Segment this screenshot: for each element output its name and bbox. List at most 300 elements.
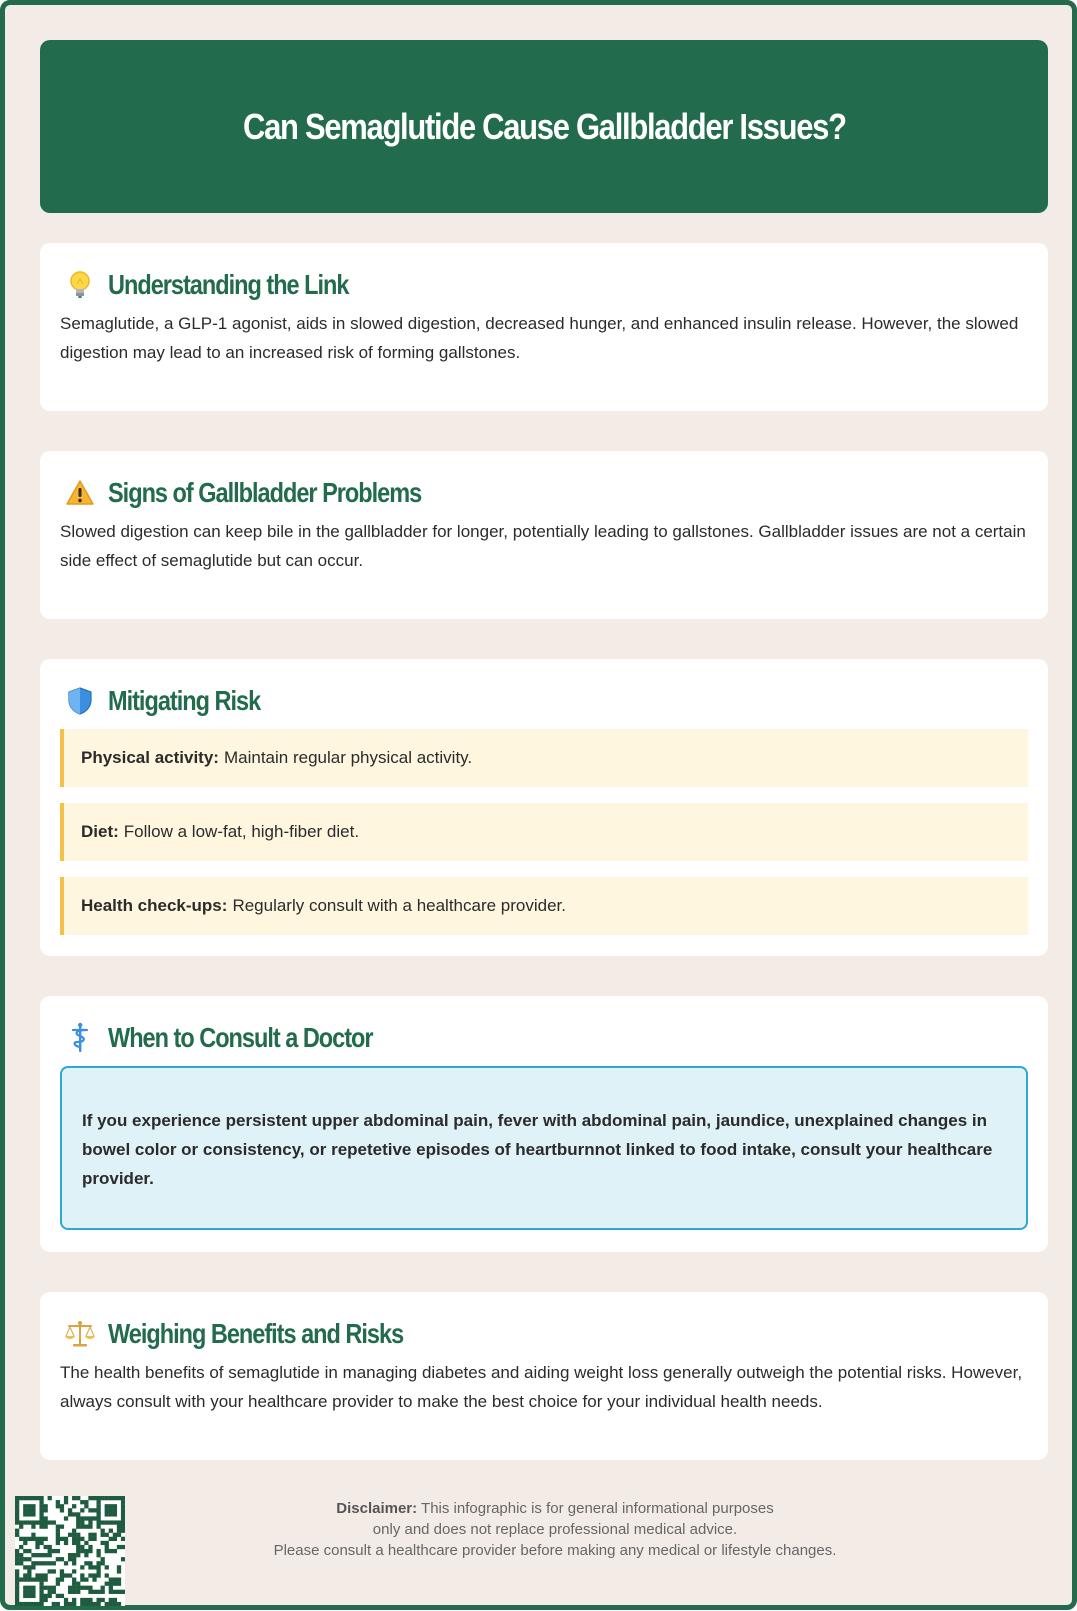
qr-module (15, 1508, 19, 1512)
qr-module (27, 1549, 31, 1553)
qr-module (101, 1586, 105, 1590)
qr-module (56, 1602, 60, 1606)
qr-module (88, 1520, 92, 1524)
qr-module (19, 1525, 23, 1529)
qr-module (15, 1520, 19, 1524)
qr-module (121, 1537, 125, 1541)
qr-module (31, 1496, 35, 1500)
qr-module (92, 1577, 96, 1581)
qr-module (35, 1541, 39, 1545)
qr-module (101, 1529, 105, 1533)
qr-module (39, 1598, 43, 1602)
qr-module (15, 1512, 19, 1516)
qr-module (88, 1549, 92, 1553)
tip-text: Follow a low-fat, high-fiber diet. (123, 822, 360, 841)
qr-module (117, 1565, 121, 1569)
tip-label: Diet: (81, 822, 119, 841)
qr-module (113, 1508, 117, 1512)
qr-module (15, 1496, 19, 1500)
qr-module (84, 1553, 88, 1557)
qr-module (92, 1533, 96, 1537)
qr-module (113, 1512, 117, 1516)
qr-module (27, 1504, 31, 1508)
qr-module (117, 1602, 121, 1606)
qr-module (27, 1573, 31, 1577)
card-body: Slowed digestion can keep bile in the gallbladder for longer, potentially leading to gallstones. Gallbladder issues are not a certain side effect of semaglutide but can occur. (60, 522, 1026, 570)
qr-module (92, 1565, 96, 1569)
qr-module (44, 1561, 48, 1565)
qr-module (44, 1594, 48, 1598)
shield-icon (60, 681, 100, 721)
qr-module (31, 1586, 35, 1590)
qr-module (121, 1557, 125, 1561)
qr-module (15, 1504, 19, 1508)
qr-module (39, 1541, 43, 1545)
qr-module (15, 1500, 19, 1504)
qr-module (15, 1590, 19, 1594)
qr-module (96, 1565, 100, 1569)
qr-module (88, 1602, 92, 1606)
qr-module (19, 1557, 23, 1561)
qr-module (23, 1512, 27, 1516)
qr-module (31, 1508, 35, 1512)
qr-module (101, 1533, 105, 1537)
qr-module (96, 1573, 100, 1577)
qr-module (35, 1561, 39, 1565)
qr-module (68, 1602, 72, 1606)
qr-module (113, 1533, 117, 1537)
qr-module (64, 1541, 68, 1545)
qr-module (60, 1577, 64, 1581)
qr-module (52, 1586, 56, 1590)
qr-module (52, 1561, 56, 1565)
card-title: Mitigating Risk (108, 685, 261, 716)
qr-module (39, 1602, 43, 1606)
qr-module (15, 1569, 19, 1573)
qr-module (23, 1541, 27, 1545)
qr-module (19, 1496, 23, 1500)
qr-module (101, 1520, 105, 1524)
qr-module (15, 1577, 19, 1581)
qr-module (80, 1577, 84, 1581)
qr-module (88, 1561, 92, 1565)
qr-module (23, 1557, 27, 1561)
qr-module (39, 1553, 43, 1557)
qr-module (96, 1549, 100, 1553)
qr-module (105, 1602, 109, 1606)
qr-module (64, 1500, 68, 1504)
qr-module (109, 1598, 113, 1602)
qr-module (35, 1496, 39, 1500)
qr-module (88, 1586, 92, 1590)
qr-module (27, 1508, 31, 1512)
qr-module (68, 1533, 72, 1537)
qr-module (105, 1508, 109, 1512)
tip-diet (60, 803, 1028, 861)
card-benefits-risks (40, 1292, 1048, 1460)
qr-module (19, 1537, 23, 1541)
card-consult-doctor (40, 996, 1048, 1252)
qr-module (52, 1602, 56, 1606)
qr-module (23, 1577, 27, 1581)
qr-module (80, 1508, 84, 1512)
qr-module (48, 1569, 52, 1573)
qr-module (117, 1496, 121, 1500)
qr-module (27, 1557, 31, 1561)
qr-module (39, 1594, 43, 1598)
qr-module (84, 1577, 88, 1581)
qr-module (72, 1590, 76, 1594)
qr-module (96, 1590, 100, 1594)
qr-module (39, 1525, 43, 1529)
qr-module (60, 1569, 64, 1573)
qr-module (56, 1500, 60, 1504)
qr-module (60, 1508, 64, 1512)
qr-module (19, 1602, 23, 1606)
card-body: The health benefits of semaglutide in managing diabetes and aiding weight loss generally outweigh the potential risks. However, always consult with your healthcare provider to make the best choice for your individual health needs. (60, 1363, 1023, 1411)
qr-module (76, 1512, 80, 1516)
qr-module (96, 1553, 100, 1557)
qr-module (84, 1549, 88, 1553)
qr-module (31, 1590, 35, 1594)
qr-module (88, 1533, 92, 1537)
qr-module (72, 1598, 76, 1602)
qr-module (72, 1504, 76, 1508)
qr-module (109, 1529, 113, 1533)
qr-module (39, 1504, 43, 1508)
qr-module (96, 1500, 100, 1504)
qr-module (109, 1537, 113, 1541)
qr-module (56, 1577, 60, 1581)
qr-module (105, 1573, 109, 1577)
qr-module (15, 1586, 19, 1590)
qr-module (27, 1602, 31, 1606)
qr-module (68, 1573, 72, 1577)
qr-module (76, 1537, 80, 1541)
tip-health-checkups (60, 877, 1028, 935)
qr-module (31, 1561, 35, 1565)
qr-module (109, 1602, 113, 1606)
qr-module (44, 1537, 48, 1541)
qr-module (92, 1573, 96, 1577)
qr-module (113, 1598, 117, 1602)
qr-module (23, 1573, 27, 1577)
qr-module (56, 1582, 60, 1586)
qr-module (105, 1545, 109, 1549)
qr-module (72, 1541, 76, 1545)
qr-module (76, 1516, 80, 1520)
qr-module (117, 1533, 121, 1537)
qr-module (39, 1577, 43, 1581)
qr-module (88, 1545, 92, 1549)
qr-module (72, 1602, 76, 1606)
qr-module (60, 1537, 64, 1541)
qr-module (84, 1516, 88, 1520)
qr-module (52, 1569, 56, 1573)
qr-module (76, 1496, 80, 1500)
qr-module (64, 1537, 68, 1541)
qr-module (52, 1590, 56, 1594)
qr-module (88, 1598, 92, 1602)
tip-text: Regularly consult with a healthcare provider. (232, 896, 567, 915)
qr-module (76, 1525, 80, 1529)
qr-module (109, 1549, 113, 1553)
card-header (60, 1018, 423, 1058)
qr-module (15, 1516, 19, 1520)
card-body: Semaglutide, a GLP-1 agonist, aids in slowed digestion, decreased hunger, and enhanced insulin release. However, the slowed digestion may lead to an increased risk of forming gallstones. (60, 314, 1019, 362)
tip-label: Physical activity: (81, 748, 219, 767)
qr-module (23, 1602, 27, 1606)
qr-module (84, 1541, 88, 1545)
qr-module (60, 1525, 64, 1529)
qr-module (84, 1602, 88, 1606)
qr-module (121, 1496, 125, 1500)
qr-module (80, 1520, 84, 1524)
card-title: When to Consult a Doctor (108, 1022, 373, 1053)
qr-module (101, 1541, 105, 1545)
qr-module (72, 1569, 76, 1573)
qr-module (105, 1541, 109, 1545)
qr-module (80, 1549, 84, 1553)
qr-module (56, 1541, 60, 1545)
page-title: Can Semaglutide Cause Gallbladder Issues? (242, 105, 846, 147)
qr-module (76, 1545, 80, 1549)
qr-module (72, 1557, 76, 1561)
qr-module (27, 1496, 31, 1500)
qr-module (88, 1537, 92, 1541)
qr-module (15, 1582, 19, 1586)
qr-module (101, 1557, 105, 1561)
qr-module (44, 1520, 48, 1524)
card-title: Understanding the Link (108, 269, 349, 300)
qr-module (39, 1537, 43, 1541)
qr-module (80, 1573, 84, 1577)
tip-physical-activity (60, 729, 1028, 787)
qr-module (68, 1553, 72, 1557)
card-mitigating-risk (40, 659, 1048, 956)
qr-module (84, 1525, 88, 1529)
qr-module (31, 1512, 35, 1516)
qr-module (52, 1549, 56, 1553)
qr-module (109, 1586, 113, 1590)
qr-module (68, 1512, 72, 1516)
qr-module (76, 1520, 80, 1524)
qr-module (84, 1598, 88, 1602)
qr-module (105, 1533, 109, 1537)
qr-module (19, 1577, 23, 1581)
qr-module (48, 1590, 52, 1594)
qr-module (96, 1569, 100, 1573)
qr-module (64, 1602, 68, 1606)
qr-module (56, 1594, 60, 1598)
qr-module (105, 1565, 109, 1569)
qr-module (72, 1582, 76, 1586)
qr-module (44, 1508, 48, 1512)
balance-scale-icon (60, 1314, 100, 1354)
qr-module (44, 1586, 48, 1590)
qr-module (84, 1561, 88, 1565)
qr-module (35, 1545, 39, 1549)
qr-module (35, 1602, 39, 1606)
qr-module (72, 1586, 76, 1590)
qr-module (113, 1549, 117, 1553)
qr-module (15, 1533, 19, 1537)
qr-module (48, 1545, 52, 1549)
qr-module (96, 1598, 100, 1602)
qr-module (80, 1516, 84, 1520)
qr-module (101, 1496, 105, 1500)
qr-module (56, 1529, 60, 1533)
qr-code[interactable] (15, 1496, 125, 1606)
qr-module (109, 1508, 113, 1512)
qr-module (76, 1541, 80, 1545)
qr-module (27, 1512, 31, 1516)
qr-module (44, 1545, 48, 1549)
qr-module (101, 1598, 105, 1602)
qr-module (39, 1586, 43, 1590)
qr-module (105, 1582, 109, 1586)
qr-module (105, 1512, 109, 1516)
qr-module (48, 1594, 52, 1598)
qr-module (92, 1537, 96, 1541)
qr-module (35, 1573, 39, 1577)
card-title: Weighing Benefits and Risks (108, 1318, 404, 1349)
warning-icon (60, 473, 100, 513)
qr-module (48, 1549, 52, 1553)
qr-module (39, 1500, 43, 1504)
qr-module (121, 1508, 125, 1512)
qr-module (15, 1557, 19, 1561)
qr-module (84, 1504, 88, 1508)
qr-module (27, 1586, 31, 1590)
qr-module (76, 1586, 80, 1590)
qr-module (27, 1537, 31, 1541)
qr-module (27, 1520, 31, 1524)
qr-module (52, 1520, 56, 1524)
qr-module (35, 1537, 39, 1541)
qr-module (76, 1533, 80, 1537)
qr-module (113, 1537, 117, 1541)
qr-module (121, 1504, 125, 1508)
qr-module (96, 1504, 100, 1508)
qr-module (109, 1504, 113, 1508)
qr-module (23, 1508, 27, 1512)
qr-module (92, 1602, 96, 1606)
qr-module (92, 1496, 96, 1500)
qr-module (15, 1598, 19, 1602)
qr-module (113, 1504, 117, 1508)
qr-module (48, 1520, 52, 1524)
tip-label: Health check-ups: (81, 896, 228, 915)
qr-module (88, 1573, 92, 1577)
qr-module (113, 1590, 117, 1594)
qr-module (121, 1545, 125, 1549)
tip-text: Maintain regular physical activity. (223, 748, 473, 767)
qr-module (60, 1573, 64, 1577)
qr-module (15, 1573, 19, 1577)
qr-module (80, 1565, 84, 1569)
qr-module (31, 1565, 35, 1569)
qr-module (39, 1520, 43, 1524)
qr-module (56, 1504, 60, 1508)
qr-module (15, 1594, 19, 1598)
qr-module (76, 1553, 80, 1557)
qr-module (96, 1602, 100, 1606)
qr-module (121, 1516, 125, 1520)
qr-module (117, 1520, 121, 1524)
qr-module (64, 1496, 68, 1500)
qr-module (23, 1537, 27, 1541)
qr-module (23, 1520, 27, 1524)
qr-module (39, 1573, 43, 1577)
qr-module (117, 1525, 121, 1529)
qr-module (15, 1529, 19, 1533)
qr-module (68, 1586, 72, 1590)
qr-module (64, 1573, 68, 1577)
qr-module (76, 1590, 80, 1594)
qr-module (113, 1602, 117, 1606)
qr-module (23, 1586, 27, 1590)
qr-module (48, 1561, 52, 1565)
qr-module (15, 1549, 19, 1553)
qr-code-graphic (15, 1496, 125, 1606)
qr-module (88, 1525, 92, 1529)
qr-module (56, 1537, 60, 1541)
qr-module (117, 1582, 121, 1586)
qr-module (113, 1520, 117, 1524)
qr-module (92, 1508, 96, 1512)
qr-module (23, 1549, 27, 1553)
qr-module (92, 1516, 96, 1520)
qr-module (121, 1525, 125, 1529)
qr-module (121, 1590, 125, 1594)
card-header (60, 681, 289, 721)
qr-module (72, 1496, 76, 1500)
card-title: Signs of Gallbladder Problems (108, 477, 422, 508)
qr-module (60, 1594, 64, 1598)
qr-module (44, 1577, 48, 1581)
qr-module (109, 1496, 113, 1500)
qr-module (117, 1545, 121, 1549)
qr-module (113, 1577, 117, 1581)
qr-module (68, 1590, 72, 1594)
qr-module (56, 1557, 60, 1561)
qr-module (23, 1594, 27, 1598)
qr-module (88, 1508, 92, 1512)
qr-module (35, 1577, 39, 1581)
qr-module (72, 1512, 76, 1516)
qr-module (60, 1504, 64, 1508)
disclaimer-text: This infographic is for general informational purposes (421, 1500, 774, 1517)
card-header (60, 473, 481, 513)
qr-module (105, 1504, 109, 1508)
qr-module (96, 1508, 100, 1512)
qr-module (109, 1582, 113, 1586)
qr-module (68, 1557, 72, 1561)
qr-module (84, 1586, 88, 1590)
disclaimer-label: Disclaimer: (336, 1500, 418, 1517)
disclaimer-line-1 (205, 1498, 905, 1519)
qr-module (39, 1508, 43, 1512)
qr-module (48, 1496, 52, 1500)
qr-module (23, 1496, 27, 1500)
qr-module (121, 1500, 125, 1504)
qr-module (101, 1561, 105, 1565)
qr-module (101, 1590, 105, 1594)
header-banner (40, 40, 1048, 213)
qr-module (105, 1496, 109, 1500)
qr-module (19, 1545, 23, 1549)
